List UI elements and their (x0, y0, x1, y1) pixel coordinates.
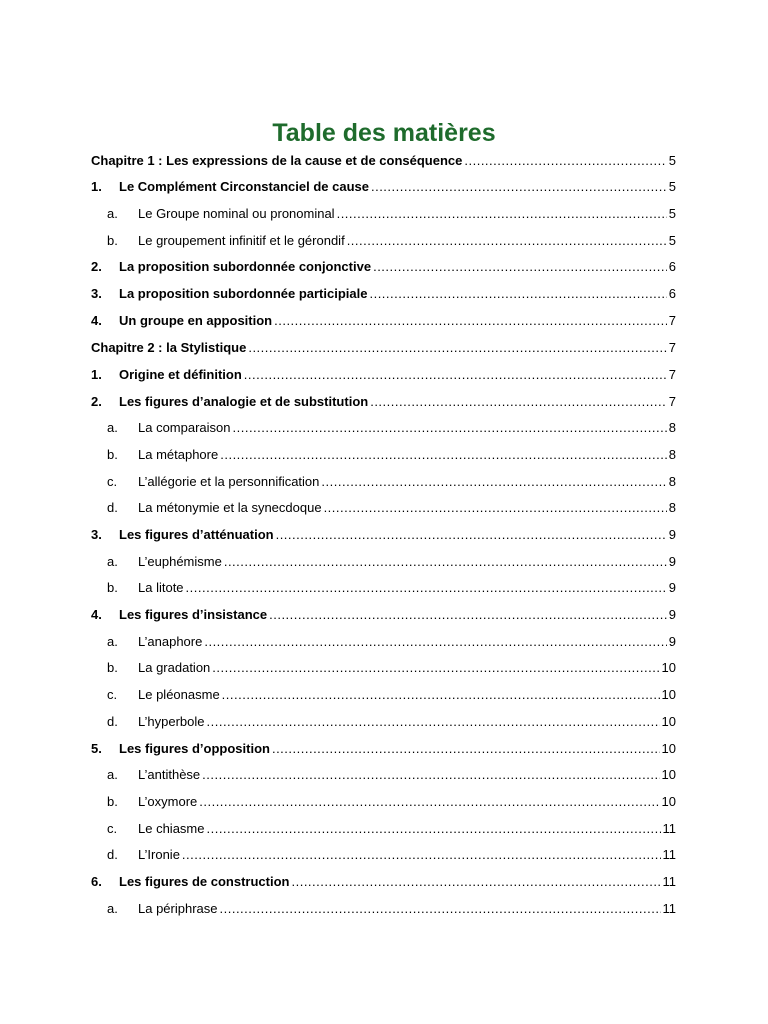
toc-entry[interactable] (107, 658, 676, 678)
toc-entry-number: d. (107, 500, 118, 515)
toc-entry-text: L’antithèse (138, 767, 201, 782)
toc-entry-text: L’Ironie (138, 847, 180, 862)
toc-entry-number: 1. (91, 179, 102, 194)
toc-entry[interactable] (91, 365, 676, 385)
toc-entry-chapter-1[interactable] (91, 151, 676, 171)
toc-entry-number: d. (107, 714, 118, 729)
toc-entry-page: 11 (662, 821, 676, 836)
toc-entry[interactable] (107, 765, 676, 785)
toc-entry[interactable] (91, 177, 676, 197)
toc-entry[interactable] (107, 418, 676, 438)
toc-entry-text: Le pléonasme (138, 687, 220, 702)
toc-entry-number: 5. (91, 741, 102, 756)
toc-entry[interactable] (91, 257, 676, 277)
toc-entry-text: Chapitre 1 : Les expressions de la cause et de conséquence (91, 153, 463, 168)
toc-entry[interactable] (91, 605, 676, 625)
toc-entry-page: 8 (668, 447, 676, 462)
toc-entry-text: L’euphémisme (138, 554, 222, 569)
toc-entry[interactable] (107, 845, 676, 865)
toc-entry-number: c. (107, 821, 118, 836)
toc-entry-text: La proposition subordonnée conjonctive (119, 259, 372, 274)
toc-entry-number: 4. (91, 313, 102, 328)
toc-entry[interactable] (107, 472, 676, 492)
toc-entry[interactable] (107, 204, 676, 224)
toc-entry-text: La comparaison (138, 420, 231, 435)
toc-entry[interactable] (107, 632, 676, 652)
toc-title: Table des matières (272, 119, 496, 147)
toc-entry-page: 8 (668, 474, 676, 489)
toc-entry-number: 6. (91, 874, 102, 889)
toc-entry[interactable] (91, 311, 676, 331)
toc-entry-text: Les figures d’opposition (119, 741, 270, 756)
toc-entry-page: 7 (668, 340, 676, 355)
toc-entry-text: La métonymie et la synecdoque (138, 500, 322, 515)
toc-entry-page: 6 (668, 259, 676, 274)
toc-entry-page: 10 (661, 714, 676, 729)
toc-entry-text: Chapitre 2 : la Stylistique (91, 340, 247, 355)
toc-entry-text: Les figures de construction (119, 874, 290, 889)
toc-entry[interactable] (107, 552, 676, 572)
toc-entry-text: Le Complément Circonstanciel de cause (119, 179, 369, 194)
toc-entry-number: 3. (91, 527, 102, 542)
toc-entry-text: La proposition subordonnée participiale (119, 286, 368, 301)
toc-entry-text: La périphrase (138, 901, 218, 916)
toc-entry-page: 8 (668, 500, 676, 515)
toc-entry-number: b. (107, 447, 118, 462)
toc-entry-page: 11 (662, 874, 676, 889)
toc-entry-text: L’hyperbole (138, 714, 205, 729)
toc-entry-number: 3. (91, 286, 102, 301)
toc-entry-number: a. (107, 901, 118, 916)
toc-entry[interactable] (107, 445, 676, 465)
toc-entry-page: 10 (661, 687, 676, 702)
toc-entry[interactable] (107, 712, 676, 732)
toc-entry-number: a. (107, 206, 118, 221)
toc-entry-page: 10 (661, 741, 676, 756)
toc-entry[interactable] (107, 498, 676, 518)
toc-entry-number: c. (107, 687, 118, 702)
toc-entry-page: 11 (662, 901, 676, 916)
toc-entry-page: 7 (668, 394, 676, 409)
toc-entry-page: 11 (662, 847, 676, 862)
toc-entry-number: 1. (91, 367, 102, 382)
toc-entry[interactable] (107, 685, 676, 705)
toc-entry-number: b. (107, 794, 118, 809)
toc-entry-text: Le Groupe nominal ou pronominal (138, 206, 335, 221)
toc-entry-text: La litote (138, 580, 184, 595)
toc-entry-page: 9 (668, 527, 676, 542)
toc-entry[interactable] (91, 284, 676, 304)
toc-entry-number: 2. (91, 394, 102, 409)
toc-entry[interactable] (91, 525, 676, 545)
toc-entry-text: Les figures d’analogie et de substitution (119, 394, 369, 409)
toc-entry-page: 10 (661, 660, 676, 675)
toc-entry-text: Le groupement infinitif et le gérondif (138, 233, 345, 248)
toc-entry-number: c. (107, 474, 118, 489)
toc-entry-number: a. (107, 767, 118, 782)
toc-entry-text: L’anaphore (138, 634, 203, 649)
toc-entry[interactable] (107, 899, 676, 919)
toc-entry-number: 4. (91, 607, 102, 622)
toc-entry-text: Origine et définition (119, 367, 242, 382)
toc-entry-text: L’allégorie et la personnification (138, 474, 320, 489)
toc-entry-number: a. (107, 420, 118, 435)
toc-entry[interactable] (107, 792, 676, 812)
toc-entry-number: b. (107, 580, 118, 595)
toc-entry[interactable] (107, 819, 676, 839)
toc-entry-chapter-2[interactable] (91, 338, 676, 358)
toc-entry[interactable] (91, 392, 676, 412)
toc-entry-text: La métaphore (138, 447, 219, 462)
toc-entry[interactable] (91, 872, 676, 892)
toc-entry[interactable] (107, 231, 676, 251)
toc-entry-page: 9 (668, 607, 676, 622)
toc-entry-number: 2. (91, 259, 102, 274)
toc-entry-page: 6 (668, 286, 676, 301)
toc-entry-page: 5 (668, 206, 676, 221)
toc-entry-number: d. (107, 847, 118, 862)
toc-entry-page: 5 (668, 153, 676, 168)
toc-entry-number: a. (107, 634, 118, 649)
toc-entry-page: 9 (668, 634, 676, 649)
toc-entry-page: 10 (661, 767, 676, 782)
toc-entry[interactable] (107, 578, 676, 598)
toc-entry-page: 9 (668, 580, 676, 595)
toc-entry-text: Le chiasme (138, 821, 205, 836)
toc-entry-text: Les figures d’atténuation (119, 527, 274, 542)
toc-entry-text: Les figures d’insistance (119, 607, 268, 622)
toc-entry-page: 5 (668, 233, 676, 248)
toc-entry-page: 7 (668, 313, 676, 328)
toc-entry-page: 7 (668, 367, 676, 382)
toc-entry-page: 10 (661, 794, 676, 809)
toc-entry-text: L’oxymore (138, 794, 198, 809)
toc-entry-page: 8 (668, 420, 676, 435)
toc-entry-page: 9 (668, 554, 676, 569)
toc-entry-text: Un groupe en apposition (119, 313, 273, 328)
toc-entry-text: La gradation (138, 660, 211, 675)
toc-entry-page: 5 (668, 179, 676, 194)
toc-entry-number: a. (107, 554, 118, 569)
toc-entry-number: b. (107, 233, 118, 248)
toc-entry-number: b. (107, 660, 118, 675)
toc-entry[interactable] (91, 739, 676, 759)
